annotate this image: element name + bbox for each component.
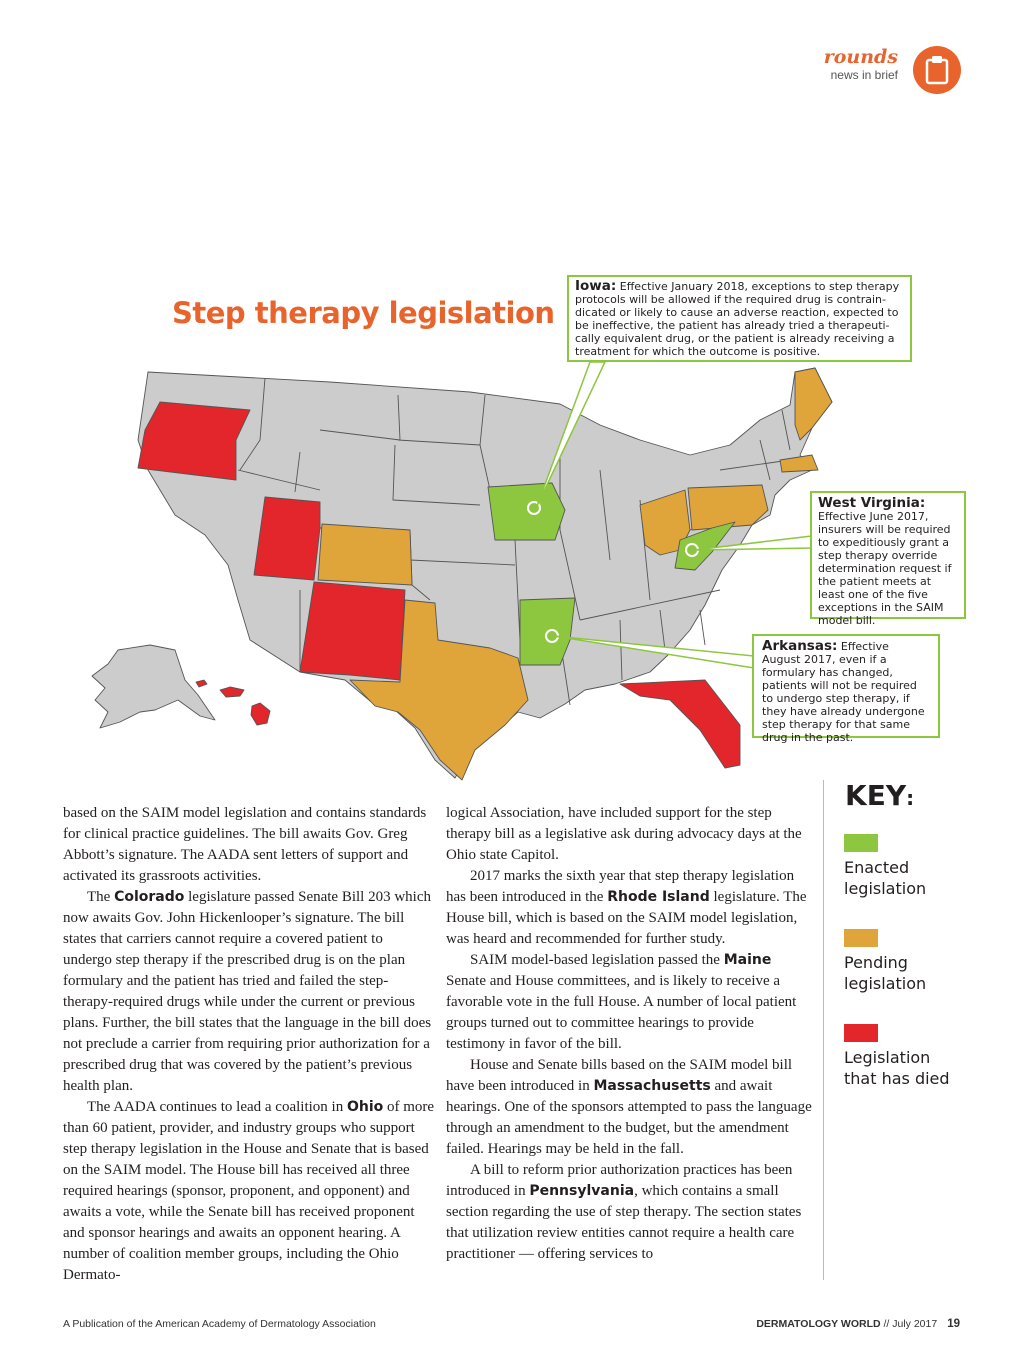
state-name: Ohio (346, 1099, 384, 1115)
paragraph: The AADA continues to lead a coalition in Ohio of more than 60 patient, provider, and industry groups who support step therapy legislation in the House and Senate that is based on the SAIM model. The House bill has received all three required hearings (sponsor, proponent, and opponent) and awaits a vote, while the Senate bill has received proponent and sponsor hearings and awaits an opponent hearing. A number of coalition member groups, including the Ohio Dermato- (63, 1099, 435, 1283)
callout-text: Effective June 2017, insurers will be required to expeditiously grant a step therapy override determination request if the patient meets at least one of the five exceptions in the SAIM model bill. (818, 510, 952, 627)
paragraph: SAIM model-based legislation passed the Maine Senate and House committees, and is likely to receive a favorable vote in the full House. A number of local patient groups turned out to committee hearings to provide testimony in favor of the bill. (446, 952, 797, 1052)
new-mexico (300, 582, 405, 680)
hawaii-1 (196, 680, 207, 687)
page-title: Step therapy legislation (172, 296, 555, 330)
state-name: Rhode Island (607, 889, 710, 905)
iowa (488, 483, 565, 540)
callout-iowa (567, 275, 912, 362)
florida (620, 680, 740, 768)
key-divider (823, 780, 824, 1280)
paragraph: House and Senate bills based on the SAIM model bill have been introduced in Massachusetts and await hearings. One of the sponsors attempted to pass the language through an amendment to the budget, but the amendment failed. Hearings may be held in the fall. (446, 1057, 812, 1157)
paragraph: 2017 marks the sixth year that step therapy legislation has been introduced in the Rhode Island legislature. The House bill, which is based on the SAIM model legislation, was heard and recommended for further study. (446, 868, 807, 947)
callout-west-virginia (810, 491, 966, 627)
oregon (138, 402, 250, 480)
paragraph: A bill to reform prior authorization practices has been introduced in Pennsylvania, which contains a small section regarding the use of step therapy. The section states that utilization review entities cannot require a health care practitioner — offering services to (446, 1162, 802, 1262)
callout-text: Effective August 2017, even if a formulary has changed, patients will not be required to undergo step therapy, if they have already undergone step therapy for that same drug in the past. (762, 640, 925, 744)
key-swatch-died (844, 1024, 878, 1042)
key-label-enacted: Enacted legislation (844, 858, 927, 898)
hawaii-3 (251, 703, 270, 725)
callout-text: Effective January 2018, exceptions to step therapy protocols will be allowed if the required drug is contrain-dicated or likely to cause an adverse reaction, expected to be ineffective, the patient has already tried a therapeuti-cally equivalent drug, or the patient is already receiving a treatment for which the outcome is positive. (575, 280, 900, 358)
callout-state-name: Arkansas: (762, 638, 838, 654)
paragraph: The Colorado legislature passed Senate Bill 203 which now awaits Gov. John Hickenlooper’s signature. The bill states that carriers cannot require a covered patient to undergo step therapy if the prescribed drug is on the plan formulary and the patient has tried and failed the step-therapy-required drugs while under the current or previous plans. Further, the bill states that the language in the bill does not preclude a carrier from requiring prior authorization for a prescribed drug that was covered by the patient’s previous health plan. (63, 889, 432, 1094)
callout-arkansas (752, 634, 940, 744)
alaska (92, 645, 215, 728)
section-name: rounds (823, 46, 898, 68)
paragraph: logical Association, have included support for the step therapy bill as a legislative ask during advocacy days at the Ohio state Capitol. (446, 805, 802, 863)
paragraph: based on the SAIM model legislation and contains standards for clinical practice guidelines. The bill awaits Gov. Greg Abbott’s signature. The AADA sent letters of support and activated its grassroots activities. (63, 805, 427, 884)
key-title: KEY: (845, 779, 915, 812)
hawaii-2 (220, 687, 244, 697)
callout-state-name: West Virginia: (818, 495, 926, 511)
state-name: Massachusetts (593, 1078, 711, 1094)
key-swatch-enacted (844, 834, 878, 852)
body-column-2 (446, 803, 812, 1265)
maine (795, 368, 832, 440)
footer-folio (756, 1318, 960, 1330)
state-name: Maine (723, 952, 772, 968)
publication-name: DERMATOLOGY WORLD (756, 1318, 881, 1330)
footer-publisher: A Publication of the American Academy of Dermatology Association (63, 1318, 376, 1330)
page-number: 19 (947, 1318, 960, 1330)
subsection-name: news in brief (830, 68, 898, 82)
colorado (318, 524, 412, 585)
utah (254, 497, 320, 580)
key-label-died: Legislation that has died (844, 1048, 950, 1088)
state-name: Pennsylvania (529, 1183, 635, 1199)
callout-state-name: Iowa: (575, 278, 617, 294)
key-label-pending: Pending legislation (844, 953, 927, 993)
state-name: Colorado (114, 889, 185, 905)
body-column-1 (63, 803, 435, 1286)
key-swatch-pending (844, 929, 878, 947)
issue-date: // July 2017 (880, 1318, 938, 1330)
